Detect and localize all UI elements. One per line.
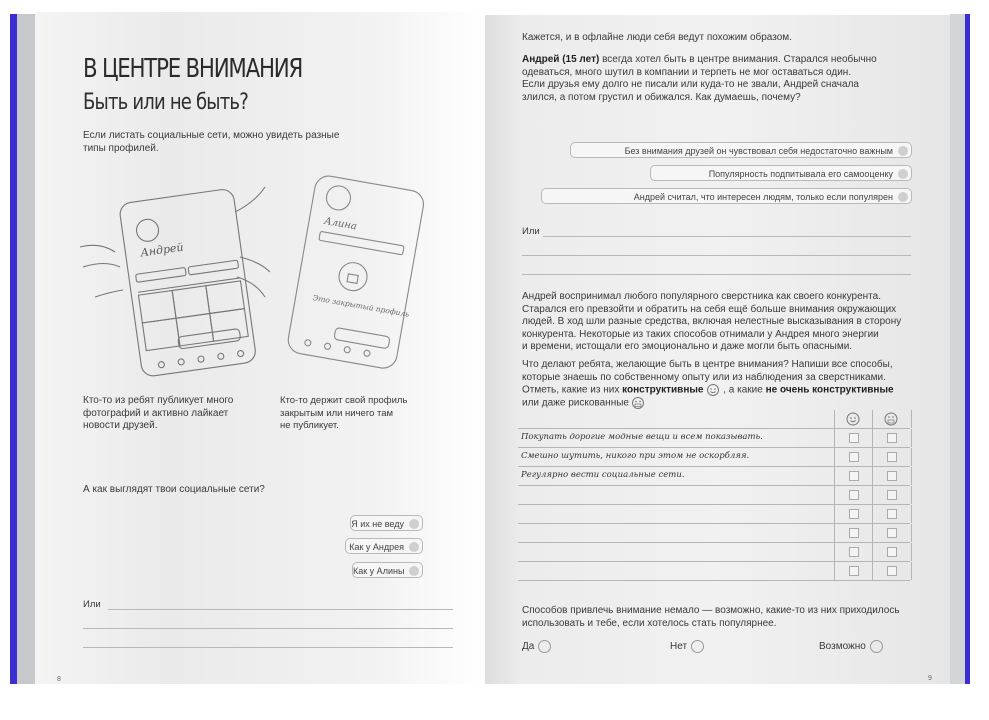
checkbox-risky[interactable]	[887, 452, 897, 462]
caption-closed-profile	[280, 395, 407, 433]
question-social: А как выглядят твои социальные сети?	[83, 484, 265, 495]
or-label: Или	[83, 599, 101, 610]
radio-icon[interactable]	[409, 566, 419, 576]
checkbox-constructive[interactable]	[849, 547, 859, 557]
caption-line: Кто-то держит свой профиль	[280, 395, 408, 406]
question-text: Отметь, какие из них	[522, 384, 623, 396]
offline-intro: Кажется, и в офлайне люди себя ведут похожим образом.	[522, 32, 792, 43]
sketch-caption-locked: Это закрытый профиль	[312, 293, 410, 319]
story-line: злился, а потом грустил и обижался. Как думаешь, почему?	[522, 91, 801, 103]
option-like-andrey[interactable]	[345, 538, 423, 554]
handwritten-answer: Регулярно вести социальные сети.	[521, 470, 685, 480]
checkbox-constructive[interactable]	[849, 490, 859, 500]
checkbox-constructive[interactable]	[849, 433, 859, 443]
checkbox-risky[interactable]	[887, 509, 897, 519]
intro-line: типы профилей.	[83, 142, 159, 154]
caption-line: Кто-то из ребят публикует много	[83, 395, 234, 406]
checkbox-risky[interactable]	[887, 547, 897, 557]
checkbox-risky[interactable]	[887, 566, 897, 576]
checkbox-constructive[interactable]	[849, 471, 859, 481]
table-row[interactable]	[518, 448, 910, 467]
option-label: Я их не веду	[351, 519, 404, 529]
checkbox-risky[interactable]	[887, 490, 897, 500]
sketch-name-andrey: Андрей	[139, 240, 185, 260]
answer-no[interactable]	[670, 640, 704, 654]
closing-line: Способов привлечь внимание немало — возможно, какие-то из них приходилось	[522, 605, 900, 616]
question-line: Что делают ребята, желающие быть в центре внимания? Напиши все способы,	[522, 359, 893, 370]
handwritten-answer: Смешно шутить, никого при этом не оскорбляя.	[521, 451, 750, 461]
page-subtitle: Быть или не быть?	[83, 90, 248, 115]
option-no-social[interactable]	[350, 515, 423, 531]
table-row[interactable]	[518, 524, 910, 543]
intro-line: Если листать социальные сети, можно увидеть разные	[83, 130, 340, 141]
grimace-face-icon	[631, 397, 645, 409]
answer-line[interactable]	[83, 628, 453, 629]
question-text: или даже рискованные	[522, 397, 629, 409]
risky-label: не очень конструктивные	[765, 384, 894, 396]
caption-line: не публикует.	[280, 420, 339, 431]
checkbox-risky[interactable]	[887, 433, 897, 443]
option-not-important[interactable]	[570, 142, 912, 158]
radio-icon[interactable]	[409, 542, 419, 552]
radio-icon[interactable]	[538, 640, 551, 653]
radio-icon[interactable]	[870, 640, 883, 653]
radio-icon[interactable]	[898, 146, 908, 156]
option-label: Популярность подпитывала его самооценку	[708, 169, 893, 179]
caption-open-profile	[83, 395, 233, 433]
table-row[interactable]	[518, 505, 910, 524]
option-label: Андрей считал, что интересен людям, только если популярен	[633, 192, 893, 202]
page-title: В ЦЕНТРЕ ВНИМАНИЯ	[83, 54, 303, 84]
caption-line: новости друзей.	[83, 420, 158, 431]
option-popular-only[interactable]	[541, 188, 912, 204]
table-row[interactable]	[518, 543, 910, 562]
intro-text	[83, 130, 339, 155]
table-row[interactable]	[518, 429, 910, 448]
checkbox-constructive[interactable]	[849, 509, 859, 519]
cover-edge-right	[965, 14, 970, 684]
caption-line: фотографий и активно лайкает	[83, 407, 229, 419]
answer-label: Возможно	[819, 641, 866, 653]
constructive-label: конструктивные	[622, 384, 704, 396]
answer-line[interactable]	[543, 236, 911, 237]
answer-label: Да	[522, 641, 535, 653]
paragraph-line: людей. В ход шли разные средства, включая нелестные высказывания в сторону	[522, 316, 902, 327]
answer-line[interactable]	[83, 647, 453, 648]
table-header	[518, 410, 910, 429]
option-self-esteem[interactable]	[650, 165, 912, 181]
paragraph-line: Андрей воспринимал любого популярного сверстника как своего конкурента.	[522, 291, 881, 302]
radio-icon[interactable]	[409, 519, 419, 529]
table-row[interactable]	[518, 486, 910, 505]
phone-profile-locked-sketch-icon	[275, 172, 435, 382]
checkbox-constructive[interactable]	[849, 528, 859, 538]
closing-line: использовать и тебе, если хотелось стать популярнее.	[522, 617, 777, 629]
right-page	[485, 15, 950, 684]
table-row[interactable]	[518, 562, 910, 581]
option-label: Как у Алины	[353, 566, 405, 576]
page-stack-left	[17, 14, 35, 684]
page-number: 9	[928, 675, 932, 682]
paragraph-line: и времени, истощали его эмоционально и даже могли быть опасными.	[522, 341, 853, 352]
left-page	[35, 12, 485, 684]
answer-maybe[interactable]	[819, 640, 883, 654]
story-line: всегда хотел быть в центре внимания. Старался необычно	[599, 54, 877, 65]
answer-label: Нет	[670, 641, 688, 653]
radio-icon[interactable]	[898, 169, 908, 179]
closing-question	[522, 605, 900, 630]
grimace-face-icon	[884, 412, 898, 426]
radio-icon[interactable]	[898, 192, 908, 202]
option-label: Без внимания друзей он чувствовал себя недостаточно важным	[624, 146, 893, 156]
checkbox-risky[interactable]	[887, 471, 897, 481]
smile-face-icon	[706, 384, 720, 396]
paragraph-line: конкурента. Некоторые из таких способов отнимали у Андрея много энергии	[522, 328, 879, 340]
question-text: , а какие	[720, 384, 766, 396]
radio-icon[interactable]	[691, 640, 704, 653]
smile-face-icon	[846, 412, 860, 426]
story-name: Андрей (15 лет)	[522, 54, 600, 65]
page-stack-right	[950, 14, 965, 684]
methods-question	[522, 359, 894, 410]
story-line: одеваться, много шутил в компании и терпеть не мог оставаться один.	[522, 66, 852, 78]
or-label: Или	[522, 226, 540, 237]
option-like-alina[interactable]	[352, 562, 423, 578]
handwritten-answer: Покупать дорогие модные вещи и всем показывать.	[521, 432, 763, 442]
question-line: которые знаешь по собственному опыту или из наблюдения за сверстниками.	[522, 371, 886, 383]
checkbox-risky[interactable]	[887, 528, 897, 538]
answer-yes[interactable]	[522, 640, 551, 654]
phone-profile-open-sketch-icon	[75, 172, 275, 382]
table-row[interactable]	[518, 467, 910, 486]
caption-line: закрытым или ничего там	[280, 407, 394, 419]
paragraph-line: Старался его превзойти и обратить на себя ещё больше внимания окружающих	[522, 303, 897, 315]
option-label: Как у Андрея	[349, 542, 404, 552]
checkbox-constructive[interactable]	[849, 566, 859, 576]
competitor-paragraph	[522, 291, 901, 354]
checkbox-constructive[interactable]	[849, 452, 859, 462]
story-line: Если друзья ему долго не писали или куда-то не звали, Андрей сначала	[522, 79, 859, 90]
sketch-name-alina: Алина	[323, 215, 358, 233]
answer-line[interactable]	[108, 609, 453, 610]
answer-line[interactable]	[522, 255, 911, 256]
page-number: 8	[57, 676, 61, 683]
methods-table	[518, 410, 910, 581]
answer-line[interactable]	[522, 274, 911, 275]
cover-edge-left	[10, 14, 17, 684]
story-paragraph	[522, 54, 877, 104]
